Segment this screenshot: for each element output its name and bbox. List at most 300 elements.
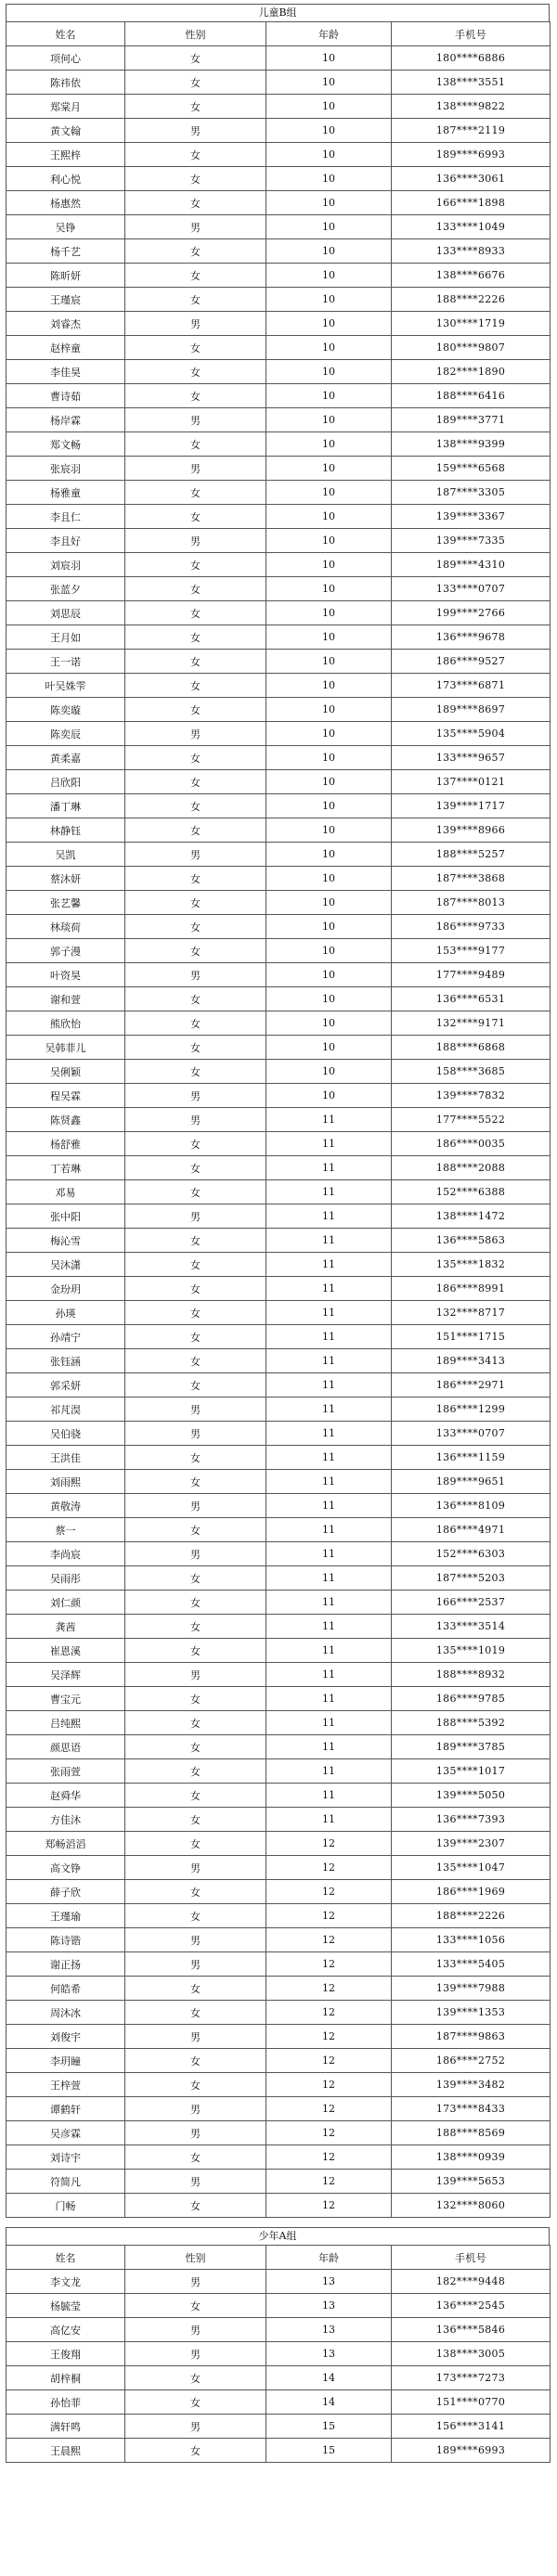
cell-phone: 136****5846 xyxy=(392,2318,551,2342)
cell-gender: 女 xyxy=(125,1373,266,1397)
cell-age: 10 xyxy=(266,674,392,698)
table-row xyxy=(6,601,551,625)
cell-age: 11 xyxy=(266,1446,392,1470)
table-row xyxy=(6,2439,551,2463)
cell-gender: 女 xyxy=(125,288,266,312)
table-row xyxy=(6,625,551,650)
cell-phone: 139****1353 xyxy=(392,2001,551,2025)
cell-age: 10 xyxy=(266,457,392,481)
table-row xyxy=(6,698,551,722)
cell-phone: 132****8060 xyxy=(392,2194,551,2218)
table-row xyxy=(6,915,551,939)
cell-phone: 136****2545 xyxy=(392,2294,551,2318)
cell-age: 10 xyxy=(266,770,392,794)
cell-phone: 133****3514 xyxy=(392,1615,551,1639)
table-row xyxy=(6,2073,551,2097)
cell-gender: 男 xyxy=(125,2121,266,2145)
cell-phone: 189****3771 xyxy=(392,408,551,432)
table-row xyxy=(6,2318,551,2342)
cell-gender: 女 xyxy=(125,95,266,119)
cell-gender: 女 xyxy=(125,577,266,601)
cell-phone: 187****9863 xyxy=(392,2025,551,2049)
cell-age: 10 xyxy=(266,505,392,529)
cell-gender: 女 xyxy=(125,1060,266,1084)
cell-name: 赵舜华 xyxy=(6,1784,125,1808)
cell-age: 11 xyxy=(266,1470,392,1494)
cell-gender: 女 xyxy=(125,1277,266,1301)
cell-name: 熊欣怡 xyxy=(6,1011,125,1036)
cell-age: 13 xyxy=(266,2342,392,2366)
cell-name: 龚茜 xyxy=(6,1615,125,1639)
cell-age: 11 xyxy=(266,1808,392,1832)
cell-gender: 女 xyxy=(125,1180,266,1204)
cell-age: 12 xyxy=(266,1880,392,1904)
cell-gender: 女 xyxy=(125,1711,266,1735)
cell-name: 王晨熙 xyxy=(6,2439,125,2463)
cell-name: 刘宸羽 xyxy=(6,553,125,577)
cell-gender: 男 xyxy=(125,408,266,432)
table-row xyxy=(6,2390,551,2415)
cell-age: 11 xyxy=(266,1180,392,1204)
cell-phone: 189****3413 xyxy=(392,1349,551,1373)
cell-age: 10 xyxy=(266,143,392,167)
table-row xyxy=(6,1880,551,1904)
table-row xyxy=(6,1325,551,1349)
cell-name: 张艺馨 xyxy=(6,891,125,915)
cell-age: 10 xyxy=(266,481,392,505)
table-row xyxy=(6,432,551,457)
cell-age: 10 xyxy=(266,698,392,722)
cell-phone: 199****2766 xyxy=(392,601,551,625)
cell-phone: 135****1047 xyxy=(392,1856,551,1880)
cell-phone: 186****9527 xyxy=(392,650,551,674)
cell-phone: 188****6416 xyxy=(392,384,551,408)
table-row xyxy=(6,1687,551,1711)
cell-name: 林静钰 xyxy=(6,818,125,843)
column-header-phone: 手机号 xyxy=(392,2246,551,2270)
cell-name: 刘睿杰 xyxy=(6,312,125,336)
cell-phone: 136****6531 xyxy=(392,987,551,1011)
cell-age: 10 xyxy=(266,191,392,215)
cell-name: 程吴霖 xyxy=(6,1084,125,1108)
cell-age: 11 xyxy=(266,1132,392,1156)
cell-name: 王瑾瑜 xyxy=(6,1904,125,1928)
cell-age: 11 xyxy=(266,1277,392,1301)
cell-gender: 女 xyxy=(125,1566,266,1591)
cell-phone: 187****5203 xyxy=(392,1566,551,1591)
cell-age: 10 xyxy=(266,794,392,818)
cell-gender: 女 xyxy=(125,867,266,891)
cell-phone: 136****3061 xyxy=(392,167,551,191)
cell-age: 12 xyxy=(266,1832,392,1856)
cell-gender: 女 xyxy=(125,1639,266,1663)
table-row xyxy=(6,1663,551,1687)
cell-age: 10 xyxy=(266,288,392,312)
cell-age: 11 xyxy=(266,1591,392,1615)
table-row xyxy=(6,408,551,432)
section-title: 儿童B组 xyxy=(6,4,550,21)
cell-gender: 女 xyxy=(125,650,266,674)
cell-phone: 151****0770 xyxy=(392,2390,551,2415)
cell-phone: 189****6993 xyxy=(392,143,551,167)
table-row xyxy=(6,2170,551,2194)
cell-phone: 133****1056 xyxy=(392,1928,551,1952)
cell-name: 王梓萱 xyxy=(6,2073,125,2097)
cell-age: 13 xyxy=(266,2294,392,2318)
cell-name: 曹诗茹 xyxy=(6,384,125,408)
cell-phone: 138****9399 xyxy=(392,432,551,457)
cell-age: 11 xyxy=(266,1663,392,1687)
cell-name: 金玢玥 xyxy=(6,1277,125,1301)
cell-gender: 女 xyxy=(125,915,266,939)
cell-name: 黄文翰 xyxy=(6,119,125,143)
cell-age: 11 xyxy=(266,1156,392,1180)
cell-age: 10 xyxy=(266,1036,392,1060)
cell-gender: 男 xyxy=(125,529,266,553)
cell-phone: 189****6993 xyxy=(392,2439,551,2463)
table-row xyxy=(6,867,551,891)
cell-age: 15 xyxy=(266,2415,392,2439)
cell-phone: 187****2119 xyxy=(392,119,551,143)
cell-phone: 136****7393 xyxy=(392,1808,551,1832)
cell-age: 10 xyxy=(266,1011,392,1036)
table-row xyxy=(6,191,551,215)
cell-phone: 188****5257 xyxy=(392,843,551,867)
cell-phone: 189****8697 xyxy=(392,698,551,722)
cell-gender: 女 xyxy=(125,891,266,915)
cell-age: 10 xyxy=(266,722,392,746)
cell-gender: 女 xyxy=(125,71,266,95)
cell-phone: 186****9733 xyxy=(392,915,551,939)
cell-gender: 男 xyxy=(125,1397,266,1422)
cell-name: 曹宝元 xyxy=(6,1687,125,1711)
cell-gender: 女 xyxy=(125,987,266,1011)
table-row xyxy=(6,1108,551,1132)
cell-gender: 女 xyxy=(125,553,266,577)
cell-age: 10 xyxy=(266,360,392,384)
cell-phone: 188****8569 xyxy=(392,2121,551,2145)
cell-age: 10 xyxy=(266,71,392,95)
table-row xyxy=(6,722,551,746)
cell-name: 王一诺 xyxy=(6,650,125,674)
table-row xyxy=(6,1977,551,2001)
cell-age: 10 xyxy=(266,746,392,770)
cell-phone: 130****1719 xyxy=(392,312,551,336)
cell-age: 10 xyxy=(266,1084,392,1108)
section-title: 少年A组 xyxy=(6,2227,550,2245)
cell-gender: 女 xyxy=(125,505,266,529)
cell-name: 刘仁颜 xyxy=(6,1591,125,1615)
cell-gender: 男 xyxy=(125,963,266,987)
table-row xyxy=(6,650,551,674)
cell-name: 郭采妍 xyxy=(6,1373,125,1397)
table-row xyxy=(6,46,551,71)
cell-name: 李且好 xyxy=(6,529,125,553)
table-row xyxy=(6,1470,551,1494)
cell-gender: 女 xyxy=(125,1977,266,2001)
table-row xyxy=(6,1397,551,1422)
table-row xyxy=(6,1301,551,1325)
cell-phone: 177****9489 xyxy=(392,963,551,987)
table-row xyxy=(6,457,551,481)
cell-phone: 133****0707 xyxy=(392,1422,551,1446)
cell-phone: 156****3141 xyxy=(392,2415,551,2439)
column-header-gender: 性别 xyxy=(125,2246,266,2270)
column-header-name: 姓名 xyxy=(6,22,125,46)
table-row xyxy=(6,215,551,239)
table-row xyxy=(6,2001,551,2025)
cell-age: 10 xyxy=(266,46,392,71)
table-row xyxy=(6,1542,551,1566)
cell-gender: 女 xyxy=(125,2194,266,2218)
table-row xyxy=(6,1253,551,1277)
cell-gender: 女 xyxy=(125,794,266,818)
cell-name: 薛子欣 xyxy=(6,1880,125,1904)
table-row xyxy=(6,674,551,698)
table-row xyxy=(6,1036,551,1060)
table-row xyxy=(6,577,551,601)
cell-age: 10 xyxy=(266,891,392,915)
cell-gender: 男 xyxy=(125,1928,266,1952)
cell-age: 11 xyxy=(266,1687,392,1711)
cell-gender: 女 xyxy=(125,1253,266,1277)
cell-gender: 女 xyxy=(125,1518,266,1542)
table-row xyxy=(6,1084,551,1108)
cell-phone: 188****2088 xyxy=(392,1156,551,1180)
cell-age: 10 xyxy=(266,939,392,963)
cell-age: 12 xyxy=(266,2121,392,2145)
cell-name: 吴凯 xyxy=(6,843,125,867)
table-row xyxy=(6,71,551,95)
table-row xyxy=(6,167,551,191)
cell-age: 12 xyxy=(266,1928,392,1952)
cell-phone: 186****2971 xyxy=(392,1373,551,1397)
column-header-name: 姓名 xyxy=(6,2246,125,2270)
table-row xyxy=(6,1808,551,1832)
table-row xyxy=(6,2294,551,2318)
cell-age: 11 xyxy=(266,1542,392,1566)
cell-name: 黄柔嘉 xyxy=(6,746,125,770)
cell-gender: 女 xyxy=(125,167,266,191)
table-row xyxy=(6,553,551,577)
cell-age: 10 xyxy=(266,215,392,239)
cell-age: 11 xyxy=(266,1711,392,1735)
table-row xyxy=(6,1518,551,1542)
table-row xyxy=(6,2121,551,2145)
cell-gender: 女 xyxy=(125,2001,266,2025)
cell-gender: 女 xyxy=(125,601,266,625)
cell-name: 吴铮 xyxy=(6,215,125,239)
table-row xyxy=(6,1735,551,1759)
table-row xyxy=(6,963,551,987)
cell-phone: 132****8717 xyxy=(392,1301,551,1325)
cell-name: 张中阳 xyxy=(6,1204,125,1229)
cell-phone: 133****1049 xyxy=(392,215,551,239)
cell-phone: 133****9657 xyxy=(392,746,551,770)
cell-name: 林琰荷 xyxy=(6,915,125,939)
cell-phone: 133****5405 xyxy=(392,1952,551,1977)
cell-age: 12 xyxy=(266,2049,392,2073)
table-row xyxy=(6,1132,551,1156)
header-row xyxy=(6,22,551,46)
column-header-phone: 手机号 xyxy=(392,22,551,46)
cell-phone: 138****1472 xyxy=(392,1204,551,1229)
table-row xyxy=(6,312,551,336)
table-row xyxy=(6,1856,551,1880)
cell-gender: 女 xyxy=(125,1687,266,1711)
cell-age: 11 xyxy=(266,1108,392,1132)
cell-gender: 女 xyxy=(125,1132,266,1156)
cell-age: 12 xyxy=(266,1977,392,2001)
cell-gender: 女 xyxy=(125,674,266,698)
cell-phone: 152****6303 xyxy=(392,1542,551,1566)
cell-gender: 女 xyxy=(125,939,266,963)
cell-phone: 187****3305 xyxy=(392,481,551,505)
cell-gender: 女 xyxy=(125,2049,266,2073)
cell-phone: 186****1299 xyxy=(392,1397,551,1422)
cell-age: 11 xyxy=(266,1253,392,1277)
cell-name: 何皓希 xyxy=(6,1977,125,2001)
cell-gender: 男 xyxy=(125,2097,266,2121)
table-row xyxy=(6,2049,551,2073)
cell-gender: 女 xyxy=(125,1784,266,1808)
column-header-gender: 性别 xyxy=(125,22,266,46)
cell-name: 吴泽辉 xyxy=(6,1663,125,1687)
table-row xyxy=(6,119,551,143)
cell-age: 12 xyxy=(266,2001,392,2025)
cell-gender: 男 xyxy=(125,1204,266,1229)
cell-phone: 180****6886 xyxy=(392,46,551,71)
table-row xyxy=(6,2145,551,2170)
cell-gender: 女 xyxy=(125,1011,266,1036)
cell-name: 陈贤鑫 xyxy=(6,1108,125,1132)
cell-phone: 182****1890 xyxy=(392,360,551,384)
table-row xyxy=(6,481,551,505)
cell-phone: 138****0939 xyxy=(392,2145,551,2170)
cell-age: 10 xyxy=(266,119,392,143)
cell-age: 10 xyxy=(266,625,392,650)
cell-age: 11 xyxy=(266,1325,392,1349)
cell-name: 谢和萱 xyxy=(6,987,125,1011)
table-row xyxy=(6,746,551,770)
cell-name: 李尚宸 xyxy=(6,1542,125,1566)
cell-gender: 女 xyxy=(125,1349,266,1373)
cell-phone: 159****6568 xyxy=(392,457,551,481)
cell-phone: 136****9678 xyxy=(392,625,551,650)
cell-phone: 138****9822 xyxy=(392,95,551,119)
cell-gender: 女 xyxy=(125,1904,266,1928)
cell-phone: 188****2226 xyxy=(392,288,551,312)
cell-name: 杨舒雅 xyxy=(6,1132,125,1156)
cell-gender: 男 xyxy=(125,1494,266,1518)
cell-phone: 153****9177 xyxy=(392,939,551,963)
cell-age: 13 xyxy=(266,2270,392,2294)
cell-name: 李且仁 xyxy=(6,505,125,529)
table-row xyxy=(6,2270,551,2294)
cell-gender: 女 xyxy=(125,1735,266,1759)
cell-gender: 男 xyxy=(125,1422,266,1446)
cell-name: 符简凡 xyxy=(6,2170,125,2194)
cell-name: 吴伯骁 xyxy=(6,1422,125,1446)
cell-name: 孙怡菲 xyxy=(6,2390,125,2415)
cell-name: 谭鹤轩 xyxy=(6,2097,125,2121)
cell-phone: 187****8013 xyxy=(392,891,551,915)
table-row xyxy=(6,1784,551,1808)
table-row xyxy=(6,1349,551,1373)
cell-gender: 女 xyxy=(125,818,266,843)
table-row xyxy=(6,2025,551,2049)
cell-name: 叶吴姝雫 xyxy=(6,674,125,698)
table-row xyxy=(6,1229,551,1253)
cell-phone: 133****8933 xyxy=(392,239,551,264)
cell-name: 吴韩菲儿 xyxy=(6,1036,125,1060)
cell-name: 陈诗锴 xyxy=(6,1928,125,1952)
cell-age: 10 xyxy=(266,601,392,625)
cell-name: 陈祎依 xyxy=(6,71,125,95)
cell-age: 11 xyxy=(266,1229,392,1253)
cell-age: 11 xyxy=(266,1494,392,1518)
cell-phone: 187****3868 xyxy=(392,867,551,891)
cell-gender: 女 xyxy=(125,360,266,384)
cell-phone: 152****6388 xyxy=(392,1180,551,1204)
cell-phone: 180****9807 xyxy=(392,336,551,360)
cell-name: 王熙梓 xyxy=(6,143,125,167)
cell-name: 孙靖宁 xyxy=(6,1325,125,1349)
cell-age: 10 xyxy=(266,577,392,601)
cell-age: 10 xyxy=(266,408,392,432)
cell-gender: 女 xyxy=(125,1446,266,1470)
cell-name: 李佳昊 xyxy=(6,360,125,384)
cell-age: 12 xyxy=(266,2170,392,2194)
cell-phone: 139****7335 xyxy=(392,529,551,553)
cell-phone: 139****5050 xyxy=(392,1784,551,1808)
cell-name: 方佳沐 xyxy=(6,1808,125,1832)
cell-name: 高亿安 xyxy=(6,2318,125,2342)
table-row xyxy=(6,2097,551,2121)
cell-age: 12 xyxy=(266,1952,392,1977)
cell-phone: 173****7273 xyxy=(392,2366,551,2390)
cell-gender: 女 xyxy=(125,1832,266,1856)
cell-phone: 186****9785 xyxy=(392,1687,551,1711)
cell-age: 10 xyxy=(266,987,392,1011)
cell-age: 14 xyxy=(266,2390,392,2415)
cell-gender: 女 xyxy=(125,1808,266,1832)
table-row xyxy=(6,891,551,915)
cell-name: 刘雨熙 xyxy=(6,1470,125,1494)
cell-name: 杨惠然 xyxy=(6,191,125,215)
table-row xyxy=(6,1011,551,1036)
cell-name: 周沐冰 xyxy=(6,2001,125,2025)
cell-name: 郑畅滔滔 xyxy=(6,1832,125,1856)
cell-gender: 男 xyxy=(125,722,266,746)
cell-phone: 139****5653 xyxy=(392,2170,551,2194)
cell-phone: 135****1832 xyxy=(392,1253,551,1277)
table-row xyxy=(6,1711,551,1735)
cell-name: 吴雨彤 xyxy=(6,1566,125,1591)
cell-name: 王俊翔 xyxy=(6,2342,125,2366)
cell-gender: 女 xyxy=(125,191,266,215)
table-row xyxy=(6,1494,551,1518)
cell-name: 王洪佳 xyxy=(6,1446,125,1470)
table-row xyxy=(6,1373,551,1397)
cell-name: 孙瑛 xyxy=(6,1301,125,1325)
cell-name: 李玥瞳 xyxy=(6,2049,125,2073)
cell-phone: 139****3367 xyxy=(392,505,551,529)
cell-age: 11 xyxy=(266,1373,392,1397)
cell-gender: 男 xyxy=(125,119,266,143)
cell-gender: 女 xyxy=(125,1301,266,1325)
cell-phone: 188****8932 xyxy=(392,1663,551,1687)
